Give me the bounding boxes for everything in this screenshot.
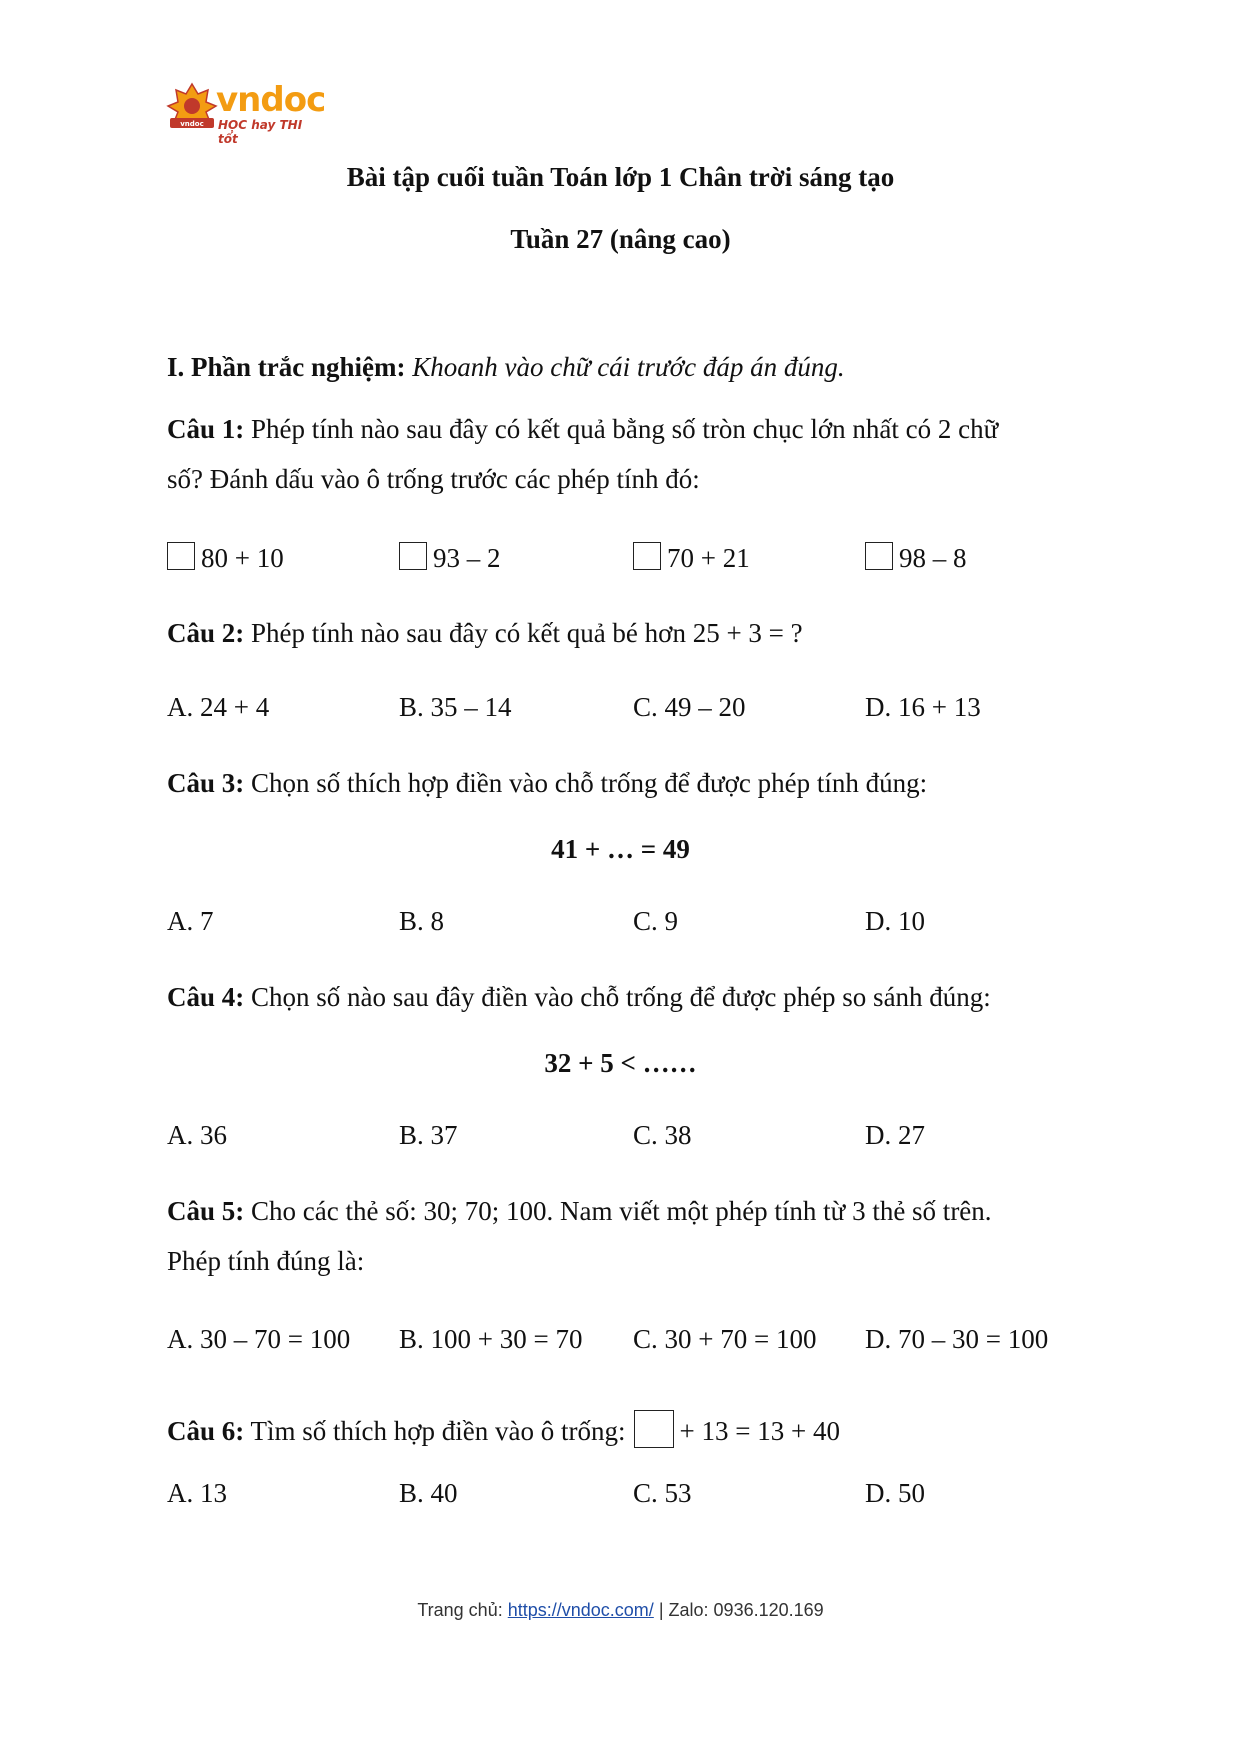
- answer-box[interactable]: [634, 1410, 674, 1448]
- question-text-cont: số? Đánh dấu vào ô trống trước các phép tính đó:: [167, 464, 700, 494]
- q3-option-d[interactable]: D. 10: [865, 906, 925, 936]
- vndoc-logo: [166, 80, 326, 146]
- q4-option-d[interactable]: D. 27: [865, 1120, 925, 1150]
- option-text: 93 – 2: [433, 543, 501, 573]
- question-2: [167, 608, 803, 658]
- question-text: Tìm số thích hợp điền vào ô trống:: [250, 1416, 626, 1446]
- q6-options: [167, 1478, 1067, 1518]
- q2-options: [167, 692, 1067, 732]
- question-text: Phép tính nào sau đây có kết quả bé hơn 25 + 3 = ?: [251, 618, 803, 648]
- q5-option-d[interactable]: D. 70 – 30 = 100: [865, 1324, 1049, 1354]
- page-title: Bài tập cuối tuần Toán lớp 1 Chân trời sáng tạo: [346, 162, 895, 192]
- logo-emblem-icon: [166, 82, 218, 132]
- question-text: Phép tính nào sau đây có kết quả bằng số tròn chục lớn nhất có 2 chữ: [251, 414, 999, 444]
- logo-badge-text: vndoc: [180, 120, 204, 128]
- q4-option-a[interactable]: A. 36: [167, 1120, 227, 1150]
- question-text-cont: Phép tính đúng là:: [167, 1246, 365, 1276]
- question-text: Chọn số nào sau đây điền vào chỗ trống để được phép so sánh đúng:: [251, 982, 991, 1012]
- checkbox[interactable]: [865, 542, 893, 570]
- q6-option-b[interactable]: B. 40: [399, 1478, 458, 1508]
- checkbox[interactable]: [167, 542, 195, 570]
- footer-separator: |: [658, 1600, 664, 1620]
- section-heading: [167, 342, 845, 392]
- checkbox[interactable]: [633, 542, 661, 570]
- q6-option-d[interactable]: D. 50: [865, 1478, 925, 1508]
- option-text: 70 + 21: [667, 543, 750, 573]
- q1-options: [167, 542, 1067, 582]
- q3-option-a[interactable]: A. 7: [167, 906, 214, 936]
- option-text: 80 + 10: [201, 543, 284, 573]
- q5-option-b[interactable]: B. 100 + 30 = 70: [399, 1324, 583, 1354]
- section-label: I. Phần trắc nghiệm:: [167, 352, 406, 382]
- q1-option-c[interactable]: [633, 542, 750, 574]
- page-subtitle: Tuần 27 (nâng cao): [510, 224, 731, 254]
- q2-option-b[interactable]: B. 35 – 14: [399, 692, 512, 722]
- q1-option-d[interactable]: [865, 542, 967, 574]
- logo-wordmark: vndoc: [216, 80, 326, 120]
- q6-option-a[interactable]: A. 13: [167, 1478, 227, 1508]
- question-label: Câu 6:: [167, 1416, 245, 1446]
- q4-equation: 32 + 5 < ……: [544, 1048, 697, 1078]
- q2-option-c[interactable]: C. 49 – 20: [633, 692, 746, 722]
- q6-option-c[interactable]: C. 53: [633, 1478, 692, 1508]
- q5-option-a[interactable]: A. 30 – 70 = 100: [167, 1324, 351, 1354]
- q4-option-b[interactable]: B. 37: [399, 1120, 458, 1150]
- question-text: Cho các thẻ số: 30; 70; 100. Nam viết một phép tính từ 3 thẻ số trên.: [251, 1196, 992, 1226]
- q3-options: [167, 906, 1067, 946]
- question-label: Câu 4:: [167, 982, 245, 1012]
- footer-homepage-link[interactable]: https://vndoc.com/: [507, 1600, 654, 1620]
- q2-option-d[interactable]: D. 16 + 13: [865, 692, 981, 722]
- q5-option-c[interactable]: C. 30 + 70 = 100: [633, 1324, 817, 1354]
- section-instruction: Khoanh vào chữ cái trước đáp án đúng.: [412, 352, 845, 382]
- question-label: Câu 1:: [167, 414, 245, 444]
- q3-equation: 41 + … = 49: [551, 834, 690, 864]
- question-4: [167, 972, 991, 1022]
- question-5: [167, 1186, 992, 1286]
- question-text: Chọn số thích hợp điền vào chỗ trống để được phép tính đúng:: [251, 768, 928, 798]
- q5-options: [167, 1324, 1067, 1364]
- q4-options: [167, 1120, 1067, 1160]
- question-label: Câu 2:: [167, 618, 245, 648]
- q2-option-a[interactable]: A. 24 + 4: [167, 692, 270, 722]
- checkbox[interactable]: [399, 542, 427, 570]
- question-3: [167, 758, 927, 808]
- footer-zalo: Zalo: 0936.120.169: [668, 1600, 824, 1620]
- question-1: [167, 404, 998, 504]
- question-label: Câu 5:: [167, 1196, 245, 1226]
- footer-prefix: Trang chủ:: [417, 1600, 503, 1620]
- option-text: 98 – 8: [899, 543, 967, 573]
- question-6: [167, 1406, 840, 1456]
- q1-option-b[interactable]: [399, 542, 501, 574]
- q1-option-a[interactable]: [167, 542, 284, 574]
- q6-equation-tail: + 13 = 13 + 40: [679, 1416, 840, 1446]
- question-label: Câu 3:: [167, 768, 245, 798]
- logo-tagline: HỌC hay THI tốt: [218, 118, 303, 146]
- q3-option-c[interactable]: C. 9: [633, 906, 679, 936]
- q3-option-b[interactable]: B. 8: [399, 906, 445, 936]
- q4-option-c[interactable]: C. 38: [633, 1120, 692, 1150]
- page-footer: [0, 1600, 1241, 1621]
